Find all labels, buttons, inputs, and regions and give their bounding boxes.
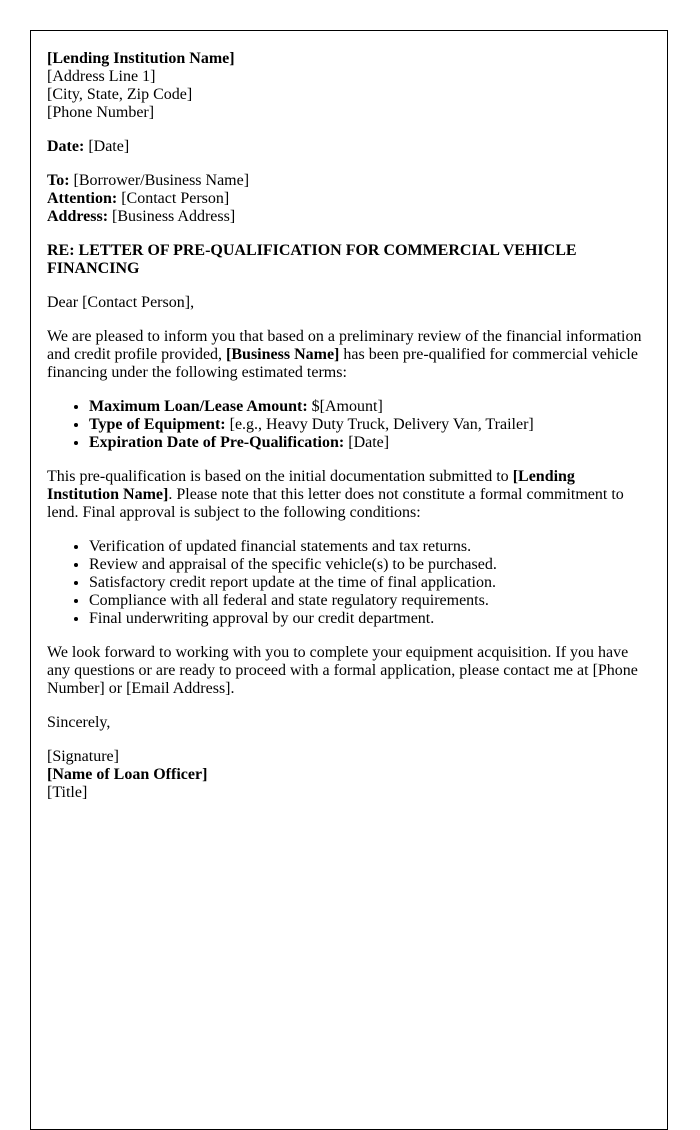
letter-document (30, 30, 668, 1130)
officer-title: [Title] (47, 784, 88, 801)
closing-salutation: Sincerely, (47, 714, 111, 731)
conditions-institution-name: [Lending Institution Name] (47, 468, 575, 503)
conditions-text-1: This pre-qualification is based on the initial documentation submitted to (47, 468, 513, 485)
terms-list (47, 398, 647, 452)
to-value: [Borrower/Business Name] (73, 172, 250, 189)
term-item (89, 398, 647, 416)
phone-number: [Phone Number] (47, 104, 155, 121)
signature-placeholder: [Signature] (47, 748, 119, 765)
conditions-list (47, 538, 647, 628)
institution-name: [Lending Institution Name] (47, 50, 235, 67)
closing-paragraph: We look forward to working with you to complete your equipment acquisition. If you have any questions or are ready to proceed with a formal application, please contact me at [Phone Number] or [Email Address]. (47, 644, 638, 697)
condition-item: • Review and appraisal of the specific vehicle(s) to be purchased. (89, 556, 647, 574)
term-value: [Date] (348, 434, 390, 451)
to-line (47, 172, 647, 190)
date-line (47, 138, 647, 156)
term-value: [e.g., Heavy Duty Truck, Delivery Van, Trailer] (229, 416, 534, 433)
condition-item: • Final underwriting approval by our credit department. (89, 610, 647, 628)
address-line (47, 208, 647, 226)
date-label: Date: (47, 138, 85, 155)
intro-text-1: We are pleased to inform you that based on a preliminary review of the financial information and credit profile provided, (47, 328, 642, 363)
attention-label: Attention: (47, 190, 118, 207)
address-line-1: [Address Line 1] (47, 68, 156, 85)
conditions-text-2: . Please note that this letter does not constitute a formal commitment to lend. Final approval is subject to the following conditions: (47, 486, 624, 521)
attention-value: [Contact Person] (121, 190, 230, 207)
to-label: To: (47, 172, 70, 189)
condition-item: • Compliance with all federal and state regulatory requirements. (89, 592, 647, 610)
date-value: [Date] (88, 138, 130, 155)
intro-paragraph (47, 328, 647, 382)
condition-item: • Satisfactory credit report update at the time of final application. (89, 574, 647, 592)
term-item (89, 416, 647, 434)
attention-line (47, 190, 647, 208)
term-item (89, 434, 647, 452)
term-label: Type of Equipment: (89, 416, 226, 433)
conditions-paragraph (47, 468, 647, 522)
intro-business-name: [Business Name] (226, 346, 340, 363)
intro-text-2: has been pre-qualified for commercial vehicle financing under the following estimated terms: (47, 346, 638, 381)
subject-line: RE: LETTER OF PRE-QUALIFICATION FOR COMMERCIAL VEHICLE FINANCING (47, 242, 577, 277)
salutation: Dear [Contact Person], (47, 294, 195, 311)
condition-item: • Verification of updated financial statements and tax returns. (89, 538, 647, 556)
address-value: [Business Address] (112, 208, 236, 225)
sender-header (47, 50, 647, 122)
address-label: Address: (47, 208, 109, 225)
term-label: Expiration Date of Pre-Qualification: (89, 434, 345, 451)
term-label: Maximum Loan/Lease Amount: (89, 398, 308, 415)
officer-name: [Name of Loan Officer] (47, 766, 208, 783)
signature-block (47, 748, 647, 802)
city-state-zip: [City, State, Zip Code] (47, 86, 193, 103)
term-value: $[Amount] (311, 398, 383, 415)
recipient-block (47, 172, 647, 226)
